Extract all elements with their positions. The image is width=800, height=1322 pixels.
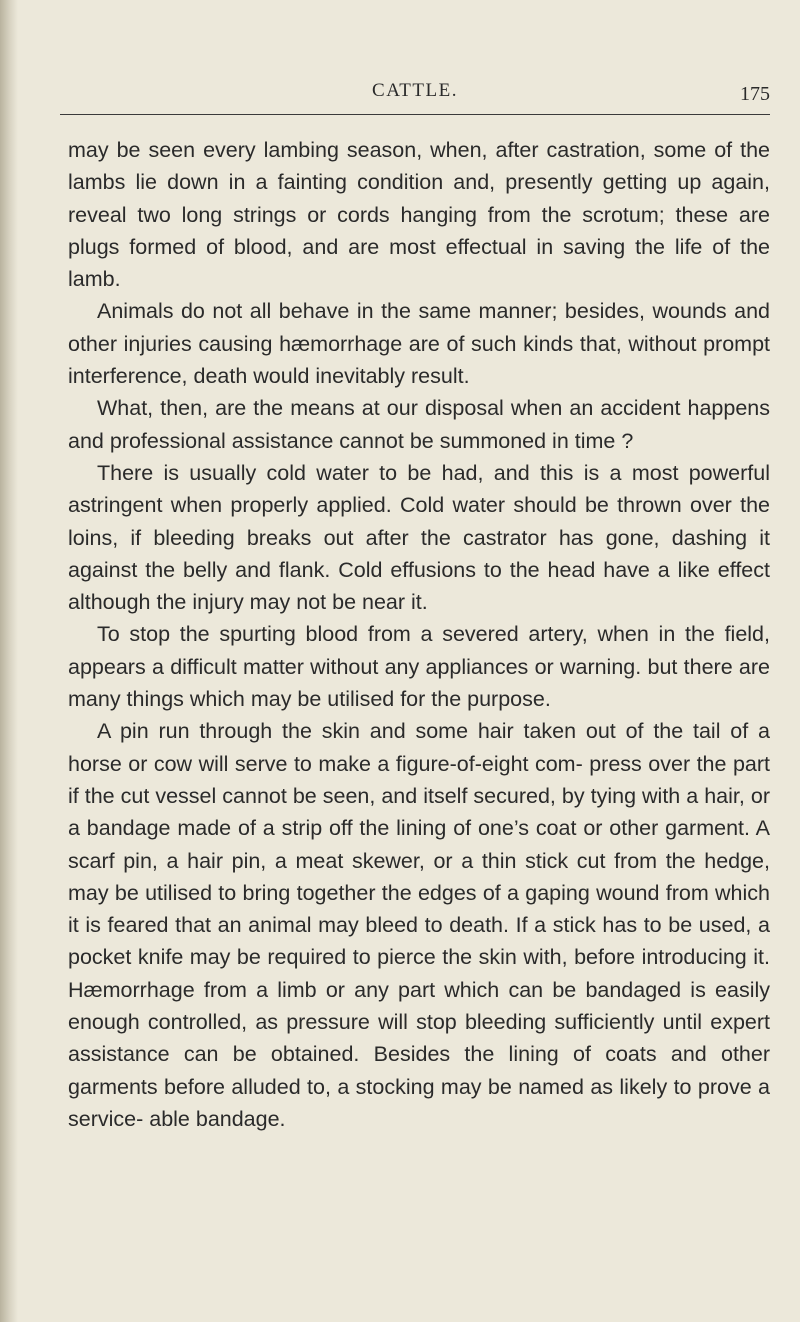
page-header [60,80,770,110]
page-edge-shadow [0,0,18,1322]
running-head: CATTLE. [372,80,458,101]
body-text [68,134,770,1135]
paragraph-cold-water: There is usually cold water to be had, and this is a most powerful astringent when properly applied. Cold water should be thrown over the loins, if bleeding breaks out after the castrator has gone, dashing it against the belly and flank. Cold effusions to the head have a like effect although the injury may not be near it. [68,460,770,615]
paragraph-spurting-blood: To stop the spurting blood from a severed artery, when in the field, appears a difficult matter without any appliances or warning. but there are many things which may be utilised for the purpose. [68,622,770,712]
paragraph-pin-and-bandage: A pin run through the skin and some hair taken out of the tail of a horse or cow will serve to make a figure-of-eight com- press over the part if the cut vessel cannot be seen, and itself secured, by tying with a hair, or a bandage made of a strip off the lining of one’s coat or other garment. A scarf pin, a hair pin, a meat skewer, or a thin stick cut from the hedge, may be utilised to bring together the edges of a gaping wound from which it is feared that an animal may bleed to death. If a stick has to be used, a pocket knife may be required to pierce the skin with, before introducing it. Hæmorrhage from a limb or any part which can be bandaged is easily enough controlled, as pressure will stop bleeding sufficiently until expert assistance can be obtained. Besides the lining of coats and other garments before alluded to, a stocking may be named as likely to prove a service- able bandage. [68,719,770,1131]
page-number: 175 [740,83,770,105]
paragraph-continued: may be seen every lambing season, when, after castration, some of the lambs lie down in a fainting condition and, presently getting up again, reveal two long strings or cords hanging from the scrotum; these are plugs formed of blood, and are most effectual in saving the life of the lamb. [68,138,770,292]
header-rule [60,114,770,115]
paragraph-animals-behave: Animals do not all behave in the same manner; besides, wounds and other injuries causing hæmorrhage are of such kinds that, without prompt interference, death would inevitably result. [68,299,770,389]
paragraph-means-at-disposal: What, then, are the means at our disposal when an accident happens and professional assistance cannot be summoned in time ? [68,396,770,453]
